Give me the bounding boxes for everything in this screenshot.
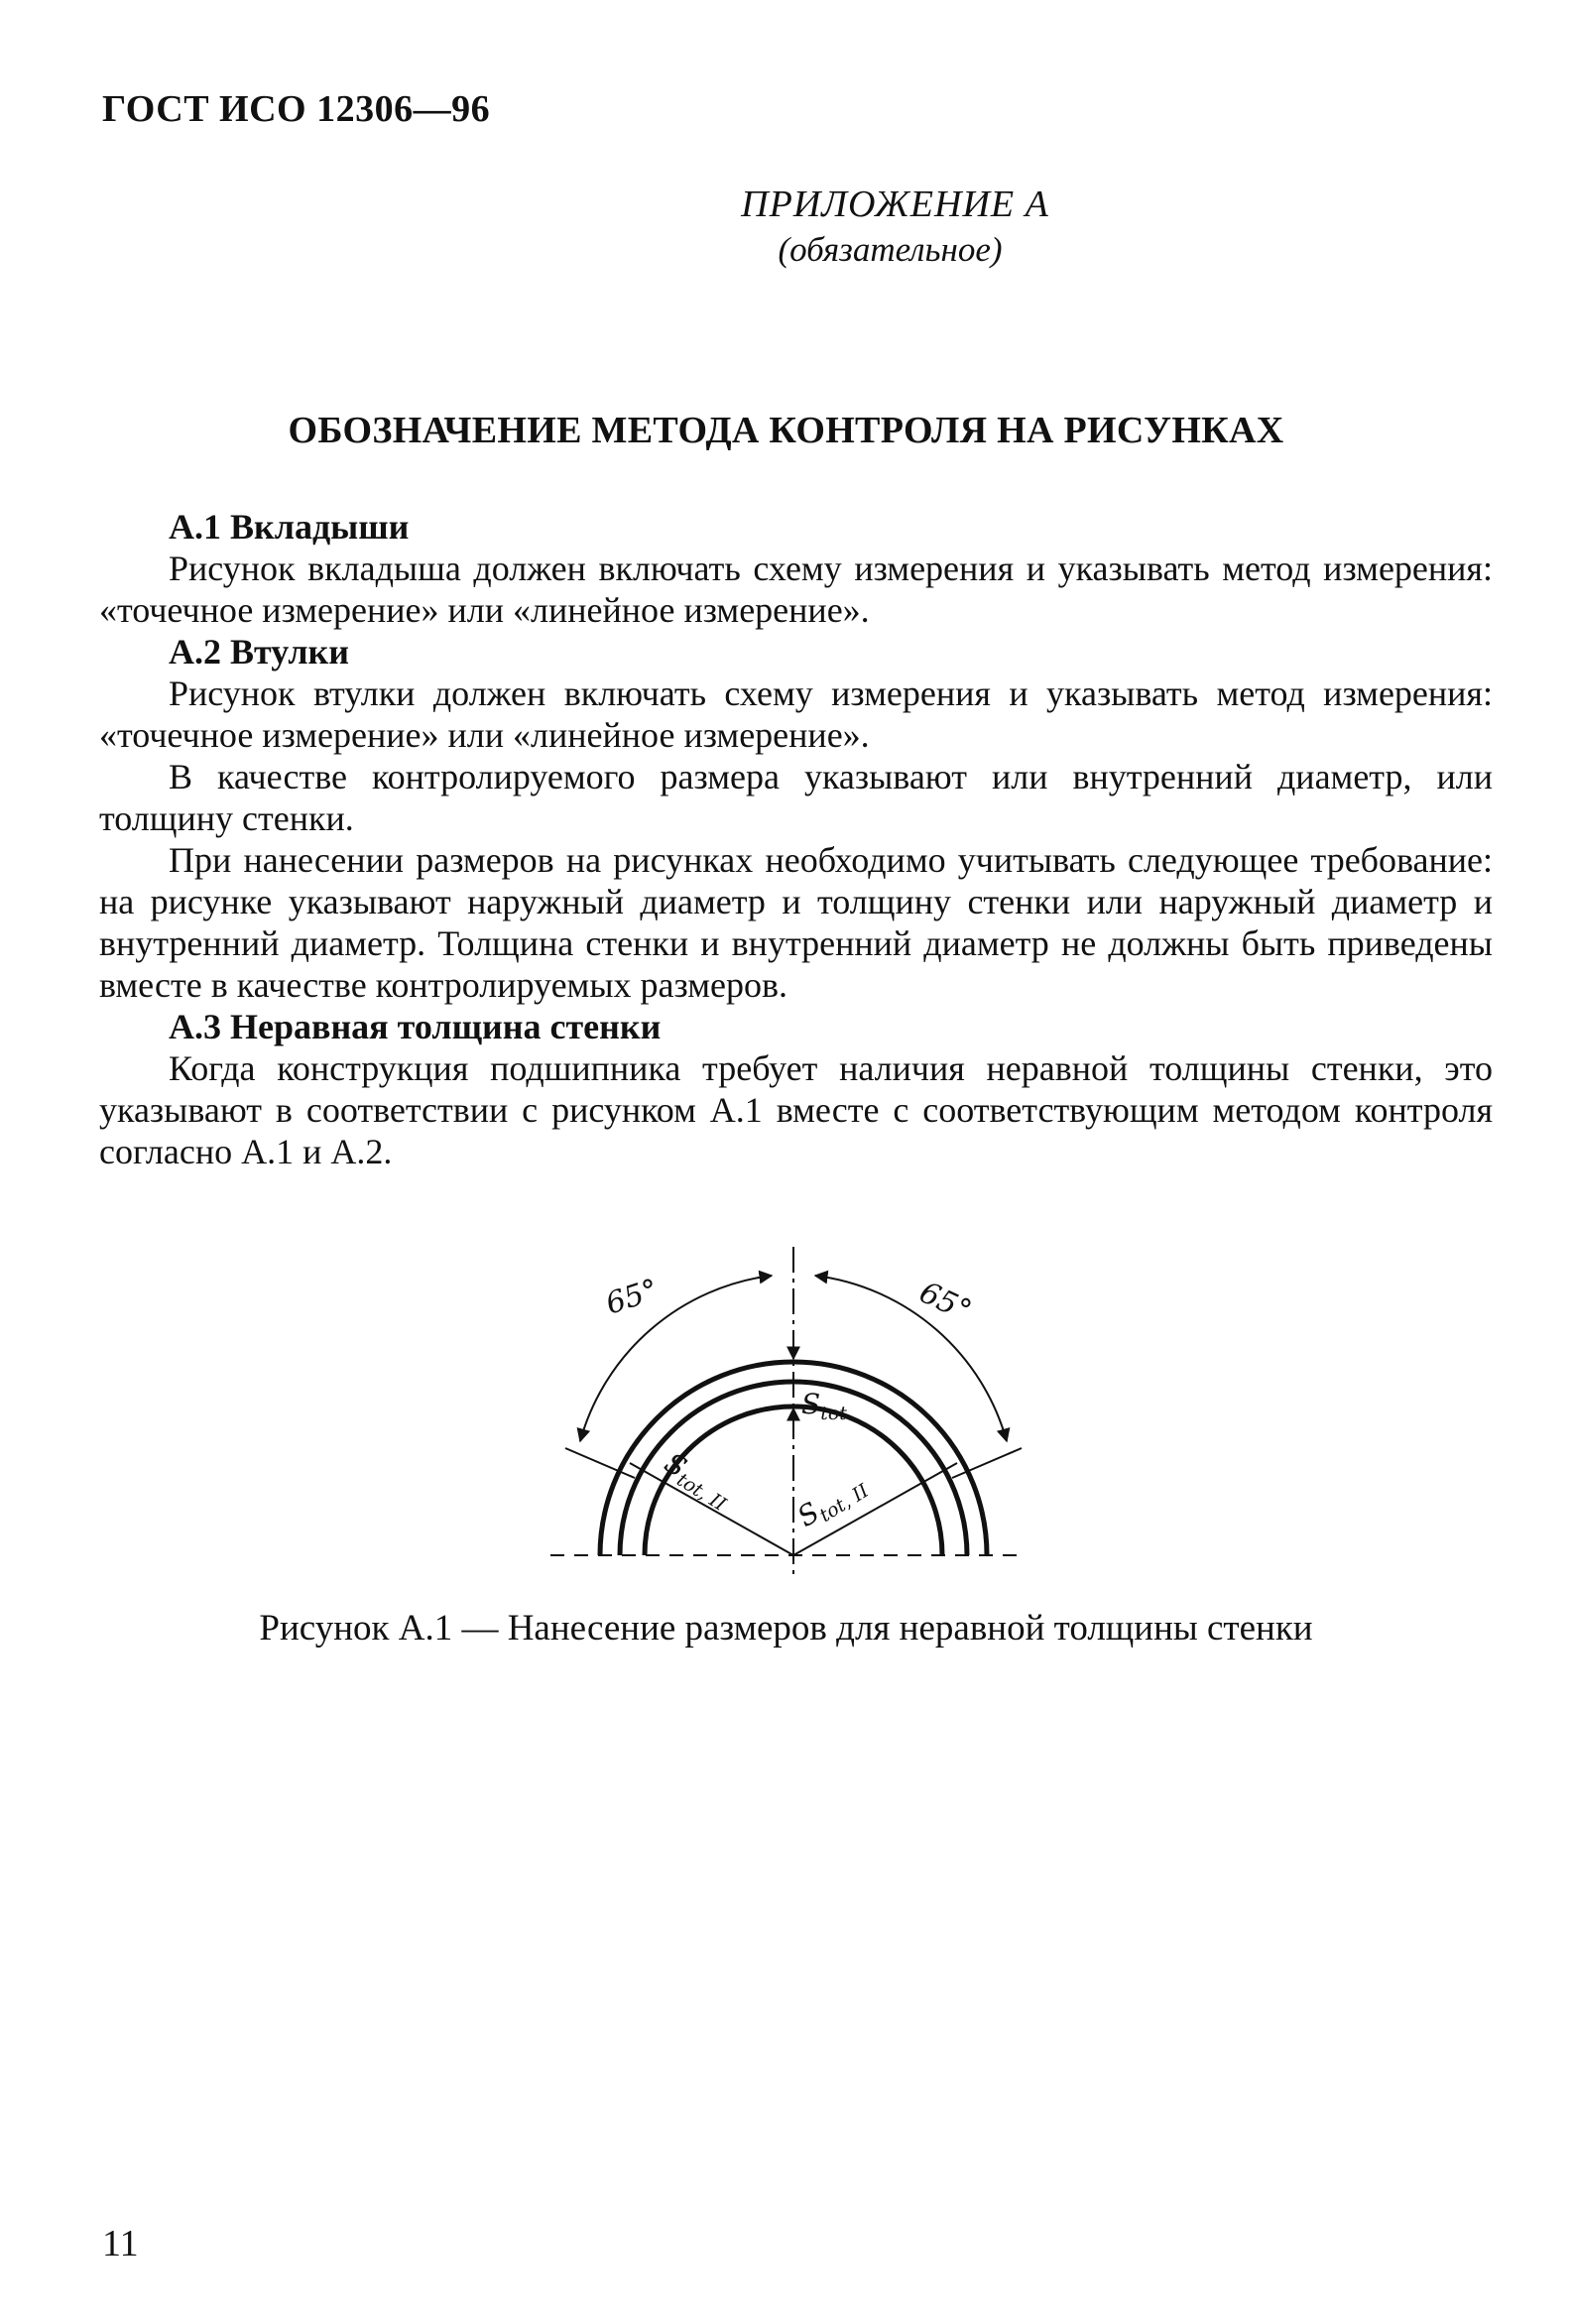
section-title-a1: А.1 Вкладыши — [169, 507, 410, 547]
section-title-a2: А.2 Втулки — [169, 632, 350, 672]
s-tot-left-sub: tot, II — [672, 1468, 730, 1517]
page-heading: ОБОЗНАЧЕНИЕ МЕТОДА КОНТРОЛЯ НА РИСУНКАХ — [288, 410, 1284, 451]
s-tot-center-label — [801, 1388, 847, 1424]
section-title-a3: А.3 Неравная толщина стенки — [169, 1007, 662, 1046]
page-number: 11 — [102, 2223, 139, 2264]
s-tot-left-main: S — [659, 1445, 693, 1485]
angle-label-left: 65° — [601, 1272, 664, 1322]
body-text — [99, 506, 1493, 1172]
paragraph-a1-1: Рисунок вкладыша должен включать схему измерения и указывать метод измерения: «точечное измерение» или «линейное измерение». — [99, 549, 1493, 630]
document-id: ГОСТ ИСО 12306—96 — [102, 88, 491, 130]
s-tot-center-main: S — [801, 1388, 821, 1420]
figure-a1-diagram — [536, 1245, 1031, 1577]
paragraph-a3-1: Когда конструкция подшипника требует наличия неравной толщины стенки, это указывают в соответствии с рисунком А.1 вместе с соответствующим методом контроля согласно А.1 и А.2. — [99, 1048, 1493, 1171]
s-tot-right-label — [791, 1467, 873, 1536]
angle-label-right: 65° — [913, 1275, 977, 1329]
appendix-title: ПРИЛОЖЕНИЕ А — [741, 183, 1049, 225]
s-tot-right-sub: tot, II — [815, 1479, 873, 1528]
figure-caption: Рисунок А.1 — Нанесение размеров для неравной толщины стенки — [259, 1608, 1313, 1649]
paragraph-a2-2: В качестве контролируемого размера указывают или внутренний диаметр, или толщину стенки. — [99, 757, 1493, 838]
s-tot-left-label — [657, 1446, 738, 1516]
s-tot-center-sub: tot — [820, 1403, 847, 1424]
paragraph-a2-3: При нанесении размеров на рисунках необходимо учитывать следующее требование: на рисунке указывают наружный диаметр и толщину стенки или наружный диаметр и внутренний диаметр. Толщина стенки и внутренний диаметр не должны быть приведены вместе в качестве контролируемых размеров. — [99, 840, 1493, 1005]
paragraph-a2-1: Рисунок втулки должен включать схему измерения и указывать метод измерения: «точечное измерение» или «линейное измерение». — [99, 673, 1493, 755]
appendix-status: (обязательное) — [778, 230, 1003, 269]
s-tot-right-main: S — [791, 1495, 825, 1533]
